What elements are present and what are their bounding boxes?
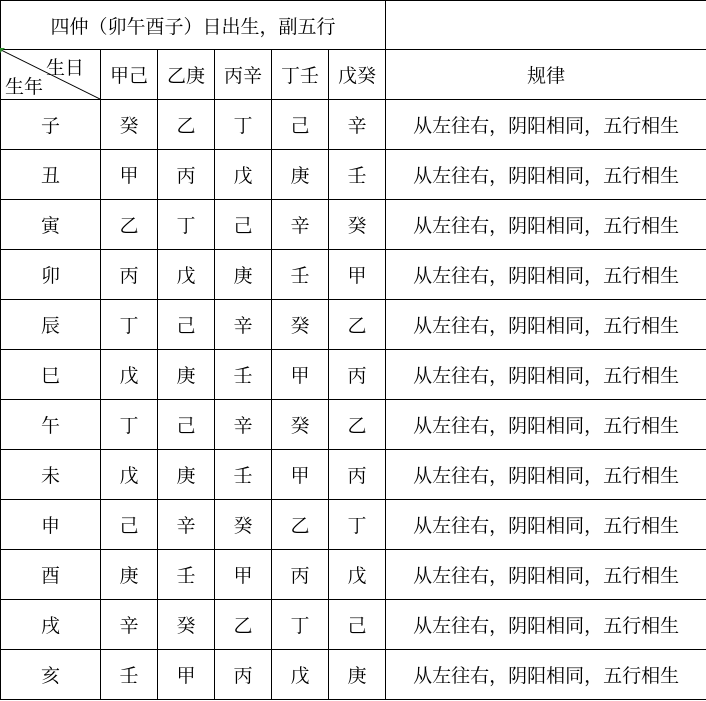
stem-cell[interactable]: 辛 bbox=[329, 100, 386, 150]
stem-cell[interactable]: 庚 bbox=[101, 550, 158, 600]
rule-cell[interactable]: 从左往右，阴阳相同，五行相生 bbox=[386, 650, 706, 700]
cell-comment-marker bbox=[0, 48, 5, 53]
stem-cell[interactable]: 甲 bbox=[272, 350, 329, 400]
table-row bbox=[1, 150, 706, 200]
title-row bbox=[1, 1, 706, 50]
stem-cell[interactable]: 丙 bbox=[101, 250, 158, 300]
stem-cell[interactable]: 癸 bbox=[272, 400, 329, 450]
year-branch-cell[interactable]: 子 bbox=[1, 100, 101, 150]
stem-cell[interactable]: 丁 bbox=[272, 600, 329, 650]
rule-cell[interactable]: 从左往右，阴阳相同，五行相生 bbox=[386, 150, 706, 200]
stem-cell[interactable]: 戊 bbox=[158, 250, 215, 300]
rule-cell[interactable]: 从左往右，阴阳相同，五行相生 bbox=[386, 250, 706, 300]
header-col-1[interactable]: 甲己 bbox=[101, 50, 158, 100]
stem-cell[interactable]: 庚 bbox=[158, 350, 215, 400]
year-branch-cell[interactable]: 酉 bbox=[1, 550, 101, 600]
stem-cell[interactable]: 己 bbox=[158, 400, 215, 450]
year-branch-cell[interactable]: 卯 bbox=[1, 250, 101, 300]
year-branch-cell[interactable]: 巳 bbox=[1, 350, 101, 400]
table-title[interactable]: 四仲（卯午酉子）日出生，副五行 bbox=[1, 1, 386, 50]
stem-cell[interactable]: 辛 bbox=[101, 600, 158, 650]
header-year-label: 生年 bbox=[5, 76, 44, 98]
stem-cell[interactable]: 辛 bbox=[215, 400, 272, 450]
header-col-3[interactable]: 丙辛 bbox=[215, 50, 272, 100]
rule-cell[interactable]: 从左往右，阴阳相同，五行相生 bbox=[386, 350, 706, 400]
stem-cell[interactable]: 丁 bbox=[158, 200, 215, 250]
stem-cell[interactable]: 己 bbox=[158, 300, 215, 350]
stem-cell[interactable]: 甲 bbox=[272, 450, 329, 500]
stem-cell[interactable]: 己 bbox=[215, 200, 272, 250]
stem-cell[interactable]: 壬 bbox=[158, 550, 215, 600]
stem-cell[interactable]: 庚 bbox=[329, 650, 386, 700]
stem-cell[interactable]: 丁 bbox=[101, 400, 158, 450]
table-row bbox=[1, 350, 706, 400]
stem-cell[interactable]: 甲 bbox=[101, 150, 158, 200]
stem-cell[interactable]: 乙 bbox=[329, 300, 386, 350]
stem-cell[interactable]: 辛 bbox=[158, 500, 215, 550]
table-row bbox=[1, 300, 706, 350]
header-col-5[interactable]: 戊癸 bbox=[329, 50, 386, 100]
year-branch-cell[interactable]: 寅 bbox=[1, 200, 101, 250]
stem-cell[interactable]: 甲 bbox=[158, 650, 215, 700]
table-row bbox=[1, 600, 706, 650]
stem-cell[interactable]: 癸 bbox=[101, 100, 158, 150]
stem-cell[interactable]: 癸 bbox=[158, 600, 215, 650]
stem-cell[interactable]: 辛 bbox=[272, 200, 329, 250]
stem-cell[interactable]: 丙 bbox=[329, 350, 386, 400]
header-row bbox=[1, 50, 706, 100]
stem-cell[interactable]: 戊 bbox=[101, 350, 158, 400]
year-branch-cell[interactable]: 亥 bbox=[1, 650, 101, 700]
stem-cell[interactable]: 癸 bbox=[329, 200, 386, 250]
stem-cell[interactable]: 己 bbox=[101, 500, 158, 550]
stem-cell[interactable]: 庚 bbox=[158, 450, 215, 500]
stem-cell[interactable]: 壬 bbox=[329, 150, 386, 200]
rule-cell[interactable]: 从左往右，阴阳相同，五行相生 bbox=[386, 400, 706, 450]
stem-cell[interactable]: 辛 bbox=[215, 300, 272, 350]
stem-cell[interactable]: 丙 bbox=[272, 550, 329, 600]
table-row bbox=[1, 100, 706, 150]
stem-cell[interactable]: 丙 bbox=[158, 150, 215, 200]
stem-cell[interactable]: 癸 bbox=[272, 300, 329, 350]
year-branch-cell[interactable]: 丑 bbox=[1, 150, 101, 200]
rule-cell[interactable]: 从左往右，阴阳相同，五行相生 bbox=[386, 300, 706, 350]
stem-cell[interactable]: 乙 bbox=[272, 500, 329, 550]
table-row bbox=[1, 450, 706, 500]
stem-cell[interactable]: 乙 bbox=[329, 400, 386, 450]
stem-cell[interactable]: 甲 bbox=[329, 250, 386, 300]
stem-cell[interactable]: 戊 bbox=[101, 450, 158, 500]
header-col-2[interactable]: 乙庚 bbox=[158, 50, 215, 100]
stem-cell[interactable]: 丙 bbox=[329, 450, 386, 500]
rule-cell[interactable]: 从左往右，阴阳相同，五行相生 bbox=[386, 500, 706, 550]
year-branch-cell[interactable]: 戌 bbox=[1, 600, 101, 650]
rule-cell[interactable]: 从左往右，阴阳相同，五行相生 bbox=[386, 100, 706, 150]
stem-cell[interactable]: 己 bbox=[329, 600, 386, 650]
stem-cell[interactable]: 庚 bbox=[272, 150, 329, 200]
stem-cell[interactable]: 丁 bbox=[101, 300, 158, 350]
stem-cell[interactable]: 壬 bbox=[215, 450, 272, 500]
stem-cell[interactable]: 丁 bbox=[215, 100, 272, 150]
stem-cell[interactable]: 戊 bbox=[215, 150, 272, 200]
year-branch-cell[interactable]: 辰 bbox=[1, 300, 101, 350]
stem-cell[interactable]: 乙 bbox=[158, 100, 215, 150]
table-row bbox=[1, 200, 706, 250]
stem-cell[interactable]: 壬 bbox=[101, 650, 158, 700]
rule-cell[interactable]: 从左往右，阴阳相同，五行相生 bbox=[386, 600, 706, 650]
stem-cell[interactable]: 己 bbox=[272, 100, 329, 150]
stem-cell[interactable]: 戊 bbox=[329, 550, 386, 600]
stem-cell[interactable]: 丙 bbox=[215, 650, 272, 700]
header-col-4[interactable]: 丁壬 bbox=[272, 50, 329, 100]
stem-cell[interactable]: 庚 bbox=[215, 250, 272, 300]
table-row bbox=[1, 650, 706, 700]
table-row bbox=[1, 250, 706, 300]
stem-cell[interactable]: 乙 bbox=[101, 200, 158, 250]
table-row bbox=[1, 550, 706, 600]
header-rule[interactable]: 规律 bbox=[386, 50, 706, 100]
stem-cell[interactable]: 壬 bbox=[272, 250, 329, 300]
diagonal-header-cell[interactable] bbox=[1, 50, 101, 100]
title-empty-cell[interactable] bbox=[386, 1, 706, 50]
rule-cell[interactable]: 从左往右，阴阳相同，五行相生 bbox=[386, 450, 706, 500]
stem-cell[interactable]: 丁 bbox=[329, 500, 386, 550]
header-day-label: 生日 bbox=[45, 57, 84, 79]
stem-cell[interactable]: 癸 bbox=[215, 500, 272, 550]
stem-cell[interactable]: 戊 bbox=[272, 650, 329, 700]
stem-cell[interactable]: 乙 bbox=[215, 600, 272, 650]
year-branch-cell[interactable]: 午 bbox=[1, 400, 101, 450]
year-branch-cell[interactable]: 未 bbox=[1, 450, 101, 500]
stem-cell[interactable]: 甲 bbox=[215, 550, 272, 600]
rule-cell[interactable]: 从左往右，阴阳相同，五行相生 bbox=[386, 200, 706, 250]
rule-cell[interactable]: 从左往右，阴阳相同，五行相生 bbox=[386, 550, 706, 600]
year-branch-cell[interactable]: 申 bbox=[1, 500, 101, 550]
table-row bbox=[1, 400, 706, 450]
stem-cell[interactable]: 壬 bbox=[215, 350, 272, 400]
table-row bbox=[1, 500, 706, 550]
